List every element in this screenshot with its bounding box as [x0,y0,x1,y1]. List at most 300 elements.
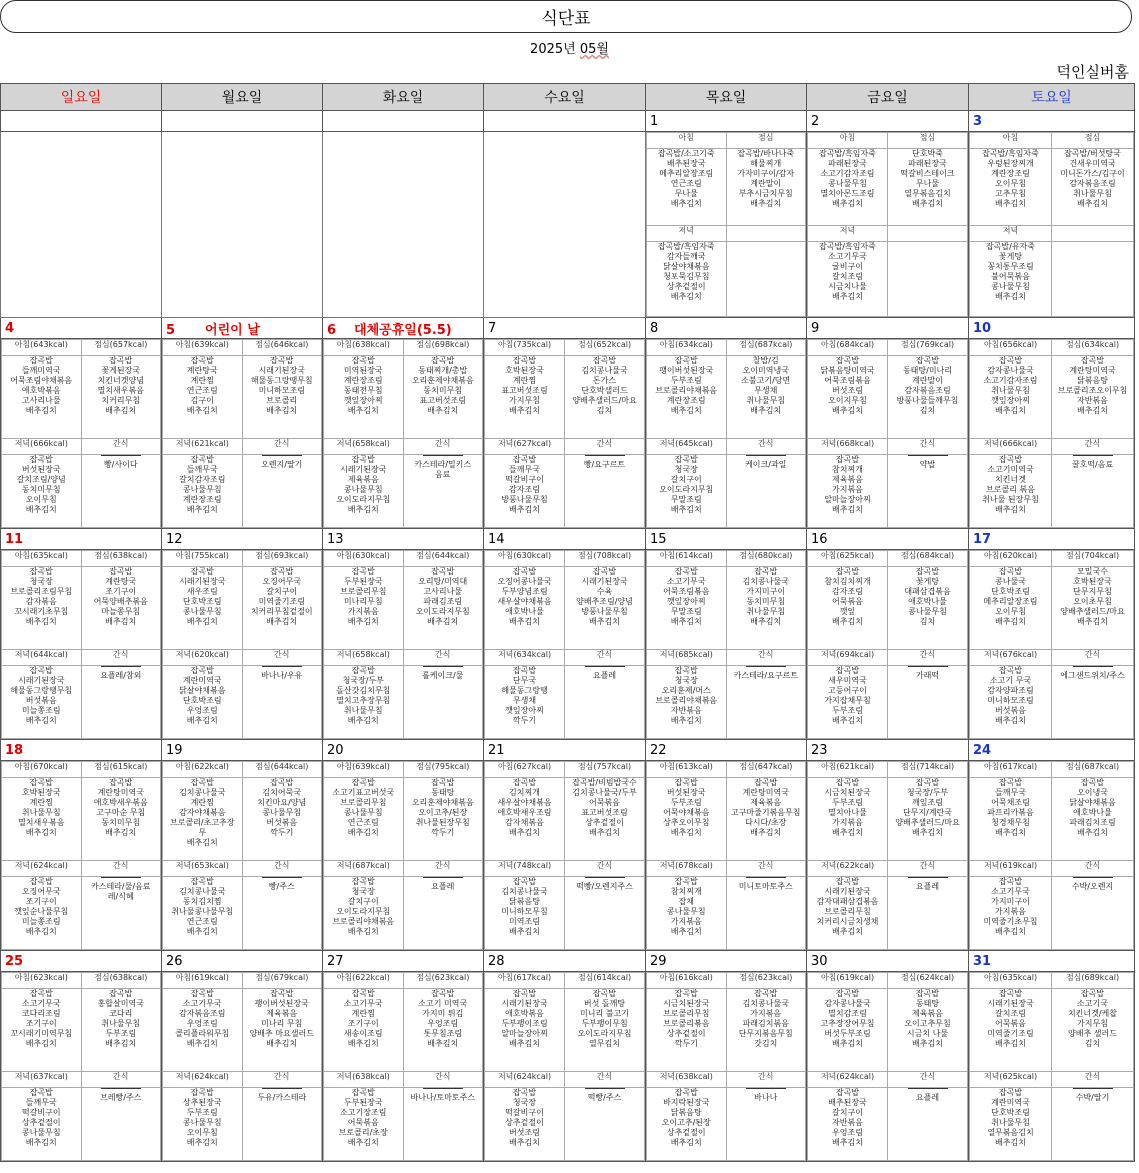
date-row [1,529,1135,550]
dinner-kcal [647,861,727,877]
empty-date [484,111,646,132]
dinner-kcal [485,650,565,666]
day-number: 9 [811,320,820,336]
kcal-text: 아침(616kcal) [659,973,713,982]
label-text: 간식 [919,439,936,448]
lunch-kcal [403,551,483,567]
kcal-text: 점심(689kcal) [1065,973,1120,982]
lunch-menu [403,989,483,1072]
kcal-text: 점심(657kcal) [94,340,148,349]
snack-label [565,861,645,877]
snack-divider [101,666,141,667]
kcal-text: 아침(622kcal) [336,973,390,982]
breakfast-menu [647,778,727,861]
lunch-menu [565,567,645,650]
breakfast-menu [163,356,243,439]
label-text: 간식 [596,861,613,870]
blank-cell [888,242,968,317]
kcal-text: 아침(621kcal) [820,762,875,771]
lunch-kcal [726,973,806,989]
day-number: 8 [650,320,659,336]
lunch-kcal [403,340,483,356]
snack-label [726,861,806,877]
kcal-text: 저녁(676kcal) [983,650,1038,659]
dinner-menu [970,1088,1052,1161]
breakfast-kcal [485,340,565,356]
kcal-text: 아침(634kcal) [659,340,713,349]
meal-table [646,339,806,528]
lunch-menu [1052,149,1134,226]
menu-text: 잡곡밥 김치콩나물국 가지미구이 동치미무침 취나물무침 배추김치 [742,567,789,626]
page-title: 식단표 [541,9,591,29]
day-number: 17 [973,531,992,547]
menu-text: 잡곡밥 시래기된장국 새우조림 단호박조림 콩나물무침 배추김치 [179,567,226,626]
breakfast-kcal [324,762,404,778]
kcal-text: 아침(656kcal) [983,340,1038,349]
dinner-kcal [485,1072,565,1088]
dinner-menu [485,877,565,950]
menu-text: 잡곡밥/비빔밥국수 김치콩나물국/두부 어묵볶음 표고버섯조림 상추겉절이 배추김치 [572,778,637,837]
date-number [162,529,323,550]
dinner-kcal [163,439,243,455]
snack-label [242,1072,322,1088]
day-menu [1,550,162,740]
snack-menu [403,455,483,528]
kcal-text: 아침(638kcal) [336,340,390,349]
kcal-text: 저녁(634kcal) [497,650,552,659]
lunch-kcal [242,973,322,989]
kcal-text: 저녁(694kcal) [820,650,875,659]
day-number: 19 [166,742,183,758]
menu-text: 찰밥/김 오이미역냉국 소불고기/당면 무생채 취나물무침 배추김치 [741,356,791,415]
snack-label [403,650,483,666]
label-text: 간식 [758,861,774,870]
kcal-text: 저녁(624kcal) [497,1072,552,1081]
label-text: 간식 [758,650,774,659]
dinner-kcal [808,650,888,666]
lunch-menu [565,356,645,439]
snack-text: 꿀호떡/음료 [1071,460,1114,469]
day-number: 16 [811,531,828,547]
snack-divider [585,1088,625,1089]
dinner-menu [647,242,727,317]
day-menu [162,550,323,740]
label-text: 간식 [596,650,613,659]
meal-table [162,339,322,528]
day-menu [484,761,646,951]
breakfast-label [970,133,1052,149]
snack-menu [242,877,322,950]
date-number [162,951,323,972]
kcal-text: 점심(769kcal) [900,340,955,349]
dinner-menu [485,455,565,528]
dinner-menu [2,455,82,528]
snack-divider [262,455,302,456]
date-number [646,951,807,972]
snack-label [242,861,322,877]
meal-table [162,761,322,950]
weekday-header [162,84,323,111]
dinner-menu [808,455,888,528]
snack-text: 요플레 [431,882,455,891]
kcal-text: 점심(714kcal) [900,762,955,771]
day-menu [1,761,162,951]
menu-text: 잡곡밥 계란탕미역국 애호박새우볶음 고구마순 무침 동치미무침 배추김치 [93,778,148,837]
day-menu [807,339,969,529]
dinner-kcal [485,861,565,877]
snack-label [81,439,161,455]
dinner-kcal [970,650,1052,666]
breakfast-label [808,133,888,149]
lunch-label [888,133,968,149]
label-text: 저녁 [1002,226,1019,235]
date-number [807,951,969,972]
lunch-kcal [242,762,322,778]
snack-text: 미니토마토주스 [738,882,793,891]
breakfast-kcal [970,973,1052,989]
date-row [1,951,1135,972]
lunch-menu [1052,567,1134,650]
breakfast-kcal [808,551,888,567]
breakfast-kcal [970,762,1052,778]
lunch-kcal [242,551,322,567]
snack-divider [746,455,786,456]
label-text: 저녁 [678,226,694,235]
kcal-text: 아침(627kcal) [497,762,552,771]
menu-text: 잡곡밥 김치콩나물국 가지볶음 파래김치볶음 단무지볶음무침 갓김치 [738,989,793,1048]
snack-divider [585,877,625,878]
day-number: 13 [327,531,344,547]
menu-text: 잡곡밥 김치콩나물국 닭볶음탕 미니하모무침 미역조림 배추김치 [501,877,548,936]
date-number [1,951,162,972]
snack-menu [565,877,645,950]
kcal-text: 아침(643kcal) [14,340,68,349]
snack-menu [81,1088,161,1161]
snack-divider [1073,1088,1113,1089]
empty-day [484,132,646,318]
breakfast-menu [970,567,1052,650]
lunch-menu [726,356,806,439]
label-text: 간식 [596,439,613,448]
day-menu [162,339,323,529]
dinner-menu [163,877,243,950]
snack-divider [262,877,302,878]
menu-text: 잡곡밥 팽이버섯된장국 두부조림 브로콜리야채볶음 계란장조림 배추김치 [655,356,718,415]
breakfast-kcal [163,551,243,567]
snack-label [726,1072,806,1088]
kcal-text: 아침(622kcal) [175,762,229,771]
kcal-text: 저녁(638kcal) [659,1072,713,1081]
kcal-text: 아침(619kcal) [175,973,229,982]
day-number: 20 [327,742,344,758]
title-bar [0,0,1132,33]
menu-text: 잡곡밥 계란미역국 닭살야채볶음 단호박조림 우엉조림 배추김치 [179,666,226,725]
lunch-kcal [81,762,161,778]
lunch-menu [888,567,968,650]
snack-menu [888,1088,968,1161]
breakfast-menu [485,989,565,1072]
menu-text: 잡곡밥 소고기무국 어묵조림볶음 깻잎장아찌 무말조림 배추김치 [663,567,710,626]
lunch-menu [565,778,645,861]
breakfast-menu [808,989,888,1072]
snack-text: 빵/사이다 [103,460,138,469]
snack-menu [888,877,968,950]
date-number [162,740,323,761]
breakfast-kcal [163,762,243,778]
kcal-text: 점심(693kcal) [255,551,309,560]
blank-cell [888,226,968,242]
kcal-text: 점심(684kcal) [900,551,955,560]
year-label: 2025년 [530,42,576,57]
empty-day [323,132,484,318]
kcal-text: 저녁(625kcal) [983,1072,1038,1081]
weekday-header [646,84,807,111]
breakfast-menu [485,567,565,650]
lunch-menu [726,778,806,861]
dinner-menu [2,1088,82,1161]
menu-text: 잡곡밥 청국장/두부 돌산갓김치무침 멸치고추장무침 취나물무침 배추김치 [336,666,391,725]
menu-text: 잡곡밥 시래기된장국 감자대패삼겹볶음 브로콜리무침 치커리시금치생채 배추김치 [816,877,879,936]
label-text: 간식 [435,1072,451,1081]
snack-text: 떡빵/오렌지주스 [576,882,633,891]
meal-table [484,339,645,528]
snack-text: 에그샌드위치/주스 [1060,671,1125,680]
menu-text: 잡곡밥 버섯된장국 두부조림 어묵야채볶음 상추오이무침 배추김치 [663,778,710,837]
day-number: 21 [488,742,505,758]
breakfast-menu [324,778,404,861]
day-number: 3 [973,113,983,129]
dinner-label [647,226,727,242]
holiday-name: 어린이 날 [205,322,260,338]
menu-text: 잡곡밥 김치콩나물국 동치김치찜 취나물콩나물무침 연근조림 배추김치 [171,877,234,936]
menu-text: 잡곡밥 청국장 갈치구이 오이도라지무침 무말조림 배추김치 [659,455,714,514]
breakfast-kcal [163,973,243,989]
dinner-kcal [808,439,888,455]
label-text: 저녁 [839,226,856,235]
menu-row [1,972,1135,1162]
snack-menu [242,1088,322,1161]
menu-text: 잡곡밥 김치콩나물국 돈가스 단호박샐러드 양배추샐러드/마요 김치 [572,356,637,415]
date-number [484,740,646,761]
meal-table [484,761,645,950]
kcal-text: 저녁(624kcal) [175,1072,229,1081]
menu-text: 잡곡밥 소고기무국 계란찜 조기구이 새송이조림 배추김치 [343,989,383,1048]
kcal-text: 저녁(624kcal) [14,861,68,870]
breakfast-label [647,133,727,149]
menu-text: 잡곡밥 꽃게된장국 치킨너겟양념 멸치새우볶음 치커리무침 배추김치 [97,356,144,415]
menu-text: 잡곡밥 시래기된장국 제육볶음 콩나물무침 오이도라지무침 배추김치 [336,455,391,514]
dinner-menu [324,455,404,528]
lunch-kcal [1052,973,1134,989]
menu-text: 잡곡밥 김치찌개 새우살야채볶음 애호박새우조림 감자채볶음 배추김치 [497,778,552,837]
menu-text: 잡곡밥/유자죽 꽃게탕 꽁치통무조림 불어묵볶음 콩나물무침 배추김치 [985,242,1036,301]
day-number: 18 [5,742,24,758]
breakfast-kcal [808,340,888,356]
menu-text: 잡곡밥 시래기된장국 갈치조림 어묵볶음 미역줄기조림 배추김치 [987,989,1034,1048]
dinner-kcal [163,650,243,666]
menu-text: 잡곡밥 호박된장국 계란찜 표고버섯조림 가지무침 배추김치 [501,356,548,415]
label-text: 점심 [1084,133,1101,142]
lunch-label [726,133,806,149]
lunch-kcal [81,973,161,989]
breakfast-kcal [485,762,565,778]
breakfast-menu [163,778,243,861]
menu-text: 잡곡밥 소고기미역국 치킨너겟 브로콜리 볶음 취나물 된장무침 배추김치 [982,455,1039,514]
snack-menu [726,666,806,739]
day-menu [323,972,484,1162]
menu-text: 잡곡밥 두부된장국 소고기장조림 어묵볶음 브로콜리/초장 배추김치 [338,1088,388,1147]
menu-text: 잡곡밥 청국장 갈치구이 오이도라지무침 브로콜리야채볶음 배추김치 [332,877,395,936]
lunch-menu [81,356,161,439]
kcal-text: 아침(639kcal) [175,340,229,349]
kcal-text: 아침(630kcal) [497,551,552,560]
day-menu [646,550,807,740]
day-menu [484,339,646,529]
lunch-menu [81,989,161,1072]
org-name: 덕인실버홈 [1056,63,1129,81]
day-number: 25 [5,953,24,969]
date-number [646,318,807,339]
breakfast-menu [647,567,727,650]
lunch-kcal [565,762,645,778]
snack-divider [1073,455,1113,456]
snack-label [888,650,968,666]
day-menu [162,972,323,1162]
kcal-text: 저녁(685kcal) [659,650,713,659]
snack-divider [423,1088,463,1089]
meal-table [807,761,968,950]
lunch-menu [888,149,968,226]
breakfast-kcal [485,551,565,567]
kcal-text: 점심(795kcal) [416,762,470,771]
menu-text: 잡곡밥/흑임자죽 감자들깨국 닭살야채볶음 청포묵김무침 상추겉절이 배추김치 [657,242,715,301]
lunch-menu [242,567,322,650]
dinner-menu [163,1088,243,1161]
breakfast-kcal [647,762,727,778]
snack-text: 약밥 [919,460,936,469]
kcal-text: 점심(638kcal) [94,973,148,982]
kcal-text: 점심(757kcal) [577,762,632,771]
meal-table [969,550,1134,739]
dinner-kcal [324,439,404,455]
label-text: 간식 [113,650,129,659]
menu-text: 잡곡밥/흑임자죽 우렁된장찌개 계란장조림 오이무침 고추무침 배추김치 [982,149,1039,208]
menu-text: 잡곡밥 소고기국 치킨너겟/케찹 가지무침 양배추 샐러드 김치 [1067,989,1118,1048]
kcal-text: 저녁(622kcal) [820,861,875,870]
kcal-text: 저녁(637kcal) [14,1072,68,1081]
meal-table [162,550,322,739]
dinner-menu [163,666,243,739]
menu-text: 잡곡밥 바지락된장국 닭볶음탕 오이고추/된장 상추겉절이 배추김치 [661,1088,711,1147]
breakfast-menu [970,778,1052,861]
date-number [646,111,807,132]
menu-text: 잡곡밥 소고기무국 가지미구이 가지볶음 미역줄기초무침 배추김치 [983,877,1038,936]
meal-table [484,972,645,1161]
snack-divider [746,1088,786,1089]
kcal-text: 점심(615kcal) [94,762,148,771]
kcal-text: 저녁(624kcal) [820,1072,875,1081]
day-number: 11 [5,531,24,547]
day-number: 5 [166,322,176,338]
breakfast-kcal [647,340,727,356]
snack-divider [908,877,948,878]
snack-text: 요플레 [915,882,940,891]
kcal-text: 저녁(620kcal) [175,650,229,659]
snack-menu [81,666,161,739]
day-number: 26 [166,953,183,969]
label-text: 점심 [758,133,774,142]
menu-text: 잡곡밥 버섯된장국 갈치조림/양념 동치미무침 오이무침 배추김치 [16,455,66,514]
dinner-menu [163,455,243,528]
date-number [162,318,323,339]
menu-text: 잡곡밥 청국장/두부 깨잎조림 단무지/계란국 양배추샐러드/마요 배추김치 [895,778,960,837]
snack-text: 요플레 [592,671,617,680]
meal-table [646,550,806,739]
kcal-text: 아침(735kcal) [497,340,552,349]
kcal-text: 저녁(638kcal) [336,1072,390,1081]
kcal-text: 저녁(653kcal) [175,861,229,870]
label-text: 간식 [919,650,936,659]
kcal-text: 아침(635kcal) [14,551,68,560]
snack-divider [908,666,948,667]
menu-text: 잡곡밥 동태탕 제육볶음 오이고추무침 시금치 나물 배추김치 [904,989,951,1048]
breakfast-kcal [324,973,404,989]
snack-divider [585,666,625,667]
menu-row [1,550,1135,740]
meal-table [1,761,161,950]
snack-text: 케이크/과일 [745,460,787,469]
menu-text: 잡곡밥 들깨무국 어묵채조림 파프리카볶음 청경채무침 배추김치 [987,778,1034,837]
dinner-kcal [2,1072,82,1088]
snack-text: 브레빵/주스 [100,1093,142,1102]
kcal-text: 아침(619kcal) [820,973,875,982]
dinner-kcal [647,650,727,666]
lunch-kcal [565,340,645,356]
snack-text: 롤케이크/물 [422,671,464,680]
kcal-text: 아침(620kcal) [983,551,1038,560]
menu-row [1,761,1135,951]
snack-text: 가래떡 [915,671,940,680]
lunch-kcal [888,551,968,567]
day-menu [484,550,646,740]
date-number [807,529,969,550]
menu-text: 잡곡밥/흑임자죽 파래된장국 소고기감자조림 콩나물무침 멸치아몬드조림 배추김치 [819,149,876,208]
day-menu [807,761,969,951]
label-text: 간식 [435,439,451,448]
day-number: 28 [488,953,505,969]
menu-text: 잡곡밥 오이냉국 닭살야채볶음 애호박나물 파래김치조림 배추김치 [1069,778,1116,837]
snack-divider [262,666,302,667]
kcal-text: 저녁(687kcal) [336,861,390,870]
breakfast-menu [647,149,727,226]
snack-label [403,1072,483,1088]
label-text: 간식 [1084,650,1101,659]
snack-divider [1073,666,1113,667]
snack-text: 바나나/토마토주스 [410,1093,476,1102]
kcal-text: 점심(644kcal) [255,762,309,771]
menu-text: 잡곡밥 소고기 무국 감자양파조림 미니하모조림 버섯볶음 배추김치 [987,666,1034,725]
menu-text: 잡곡밥 소고기표고버섯국 브로콜리무침 콩나물무침 연근조림 배추김치 [332,778,395,837]
label-text: 간식 [1084,439,1101,448]
snack-label [1052,650,1134,666]
snack-menu [726,455,806,528]
kcal-text: 아침(630kcal) [336,551,390,560]
dinner-kcal [970,1072,1052,1088]
menu-text: 잡곡밥 청국장 오리훈제/머스 브로콜리야채볶음 자반볶음 배추김치 [655,666,718,725]
day-number: 1 [650,113,659,129]
lunch-menu [726,149,806,226]
label-text: 간식 [113,861,129,870]
